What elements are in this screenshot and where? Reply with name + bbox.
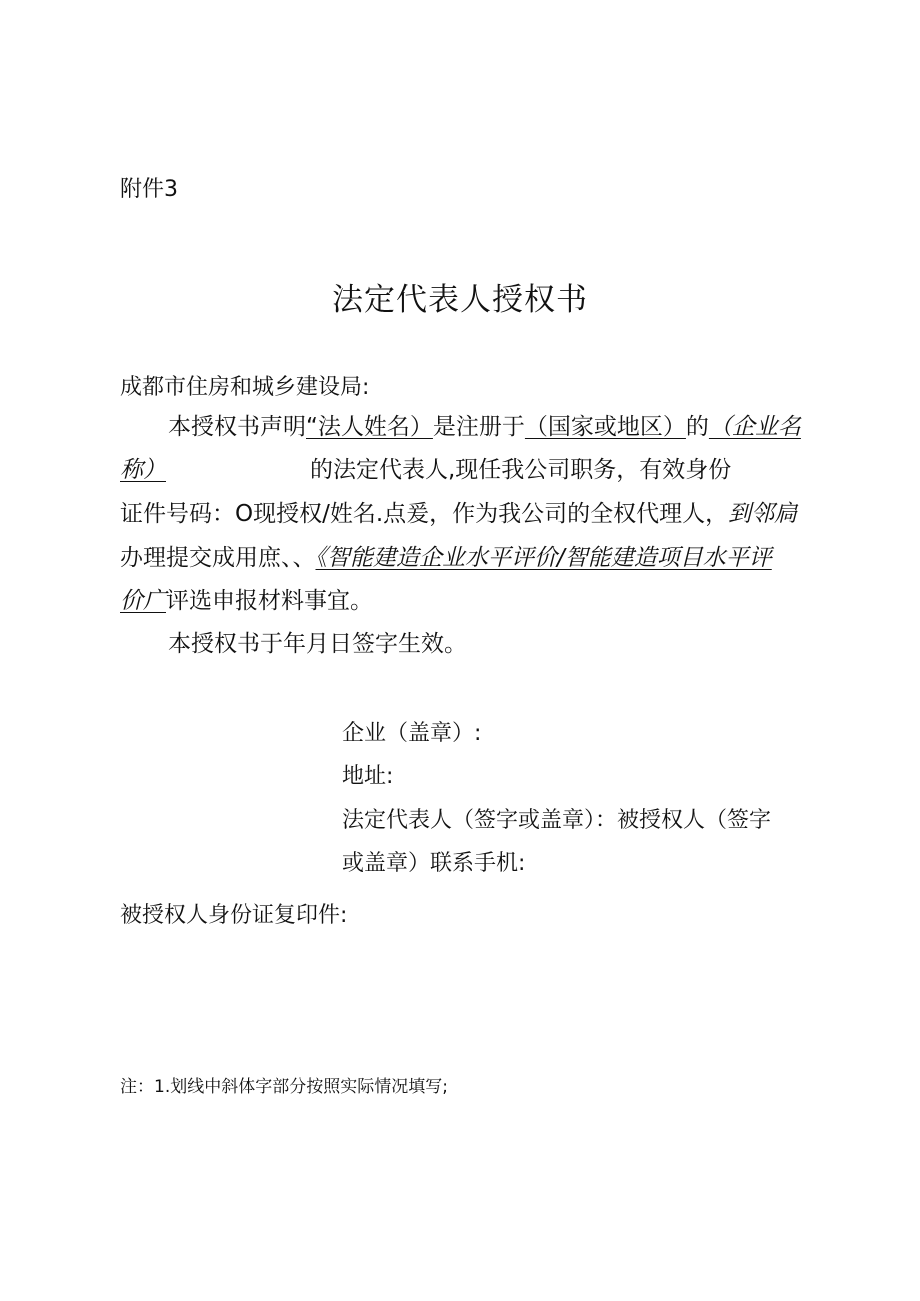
paragraph1-line5 xyxy=(120,590,373,613)
address-label: 地址: xyxy=(342,764,394,789)
paragraph1-line4 xyxy=(120,547,772,570)
attachment-label: 附件3 xyxy=(120,177,178,202)
p1-l3-text-a: 证件号码： xyxy=(120,501,235,527)
footnote: 注：1.划线中斜体字部分按照实际情况填写; xyxy=(120,1077,448,1097)
signatory-line2: 或盖章）联系手机: xyxy=(342,851,526,876)
p1-l2-text-b: 的法定代表人,现任我公司职务，有效身份 xyxy=(310,457,732,483)
country-region-field: （国家或地区） xyxy=(524,414,686,440)
p1-l4-text-a: 办理提交成用庶、、 xyxy=(120,545,316,571)
evaluation-type-field: 《智能建造企业水平评价/智能建造项目水平评 xyxy=(315,545,772,571)
addressee: 成都市住房和城乡建设局: xyxy=(120,375,370,400)
company-name-field: （企业名 xyxy=(708,414,801,440)
paragraph1-line3 xyxy=(120,503,797,526)
p1-l1-text-e: 的 xyxy=(685,414,709,440)
p1-l1-text-a: 本授权书声明 xyxy=(168,414,306,440)
p1-l5-text-b: 评选申报材料事宜。 xyxy=(166,588,373,614)
document-title: 法定代表人授权书 xyxy=(332,282,588,318)
p1-l3-italic-c: 到邻扃 xyxy=(728,501,798,527)
company-seal-label: 企业（盖章）: xyxy=(342,721,482,746)
paragraph1-line1 xyxy=(168,416,801,439)
signatory-line1: 法定代表人（签字或盖章）：被授权人（签字 xyxy=(342,808,772,833)
paragraph1-line2 xyxy=(120,459,731,482)
legal-rep-name-field: “法人姓名） xyxy=(306,414,433,440)
p1-l1-text-c: 是注册于 xyxy=(432,414,525,440)
effective-date-paragraph: 本授权书于年月日签字生效。 xyxy=(168,631,467,657)
p1-l3-text-b: O现授权/姓名.点爰，作为我公司的全权代理人， xyxy=(235,501,729,527)
evaluation-type-field-cont: 价广 xyxy=(120,588,166,614)
id-copy-label: 被授权人身份证复印件: xyxy=(120,903,348,928)
company-name-field-cont: 称） xyxy=(120,457,166,483)
